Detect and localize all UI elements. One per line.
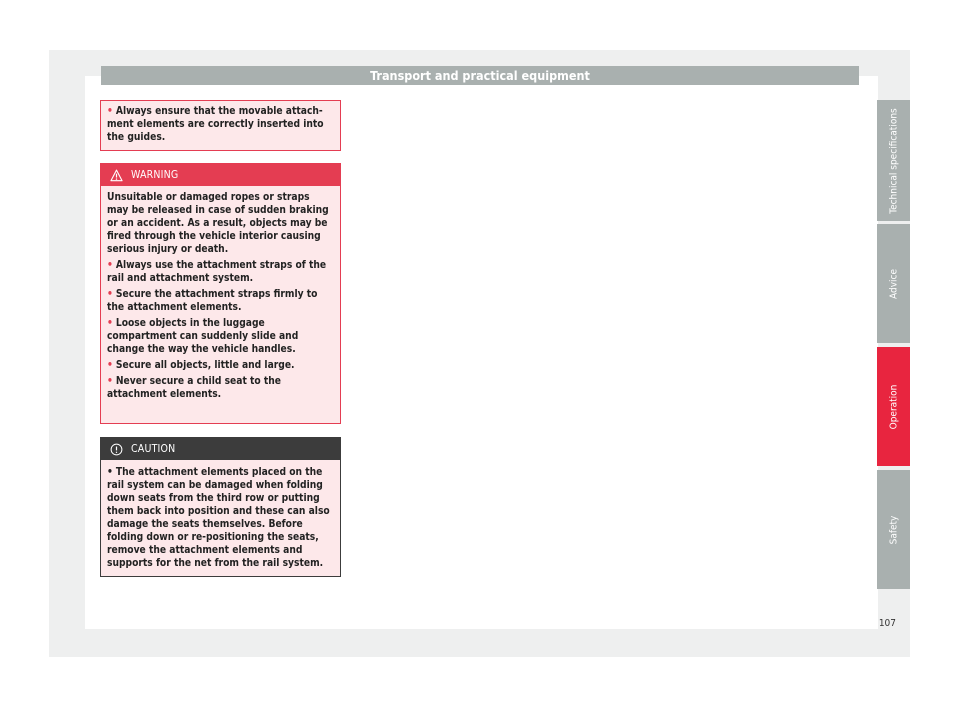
warning-bullet: • Never secure a child seat to the attachment elements.: [107, 376, 282, 400]
tab-technical-specifications[interactable]: Technical specifications: [877, 100, 910, 221]
caution-label: CAUTION: [131, 442, 176, 455]
tab-advice[interactable]: Advice: [877, 224, 910, 343]
caution-header: [101, 438, 340, 460]
tab-safety[interactable]: Safety: [877, 470, 910, 589]
page-number: 107: [878, 618, 896, 629]
warning-bullet: • Loose objects in the luggage compartment can suddenly slide and change the way the vehicle handles.: [107, 318, 299, 355]
caution-box: [100, 437, 341, 577]
caution-circle-icon: [110, 443, 123, 456]
bullet-icon: •: [107, 467, 113, 478]
warning-box: [100, 163, 341, 424]
bullet-icon: •: [107, 289, 113, 300]
warning-bullet: • Secure all objects, little and large.: [107, 360, 295, 371]
warning-intro: Unsuitable or damaged ropes or straps may be released in case of sudden braking or an accident. As a result, objects may be fired through the vehicle interior causing serious injury or death.: [107, 192, 329, 255]
note-bullet: • Always ensure that the movable attach-ment elements are correctly inserted into the guides.: [107, 106, 324, 143]
warning-bullet: • Secure the attachment straps firmly to the attachment elements.: [107, 289, 318, 313]
tab-operation[interactable]: Operation: [877, 347, 910, 466]
bullet-icon: •: [107, 318, 113, 329]
bullet-icon: •: [107, 376, 113, 387]
warning-label: WARNING: [131, 168, 179, 181]
section-header: Transport and practical equipment: [101, 66, 859, 85]
note-box: [100, 100, 341, 151]
caution-body: [101, 460, 340, 575]
bullet-icon: •: [107, 360, 113, 371]
bullet-icon: •: [107, 106, 113, 117]
warning-body: [101, 186, 340, 406]
warning-bullet: • Always use the attachment straps of the rail and attachment system.: [107, 260, 327, 284]
bullet-icon: •: [107, 260, 113, 271]
caution-bullet: • The attachment elements placed on the rail system can be damaged when folding down seats from the third row or putting them back into position and these can also damage the seats themselves. Before folding down or re-positioning the seats, remove the attachment elements and supports for the net from the rail system.: [107, 467, 330, 569]
warning-triangle-icon: [110, 169, 123, 182]
warning-header: [101, 164, 340, 186]
